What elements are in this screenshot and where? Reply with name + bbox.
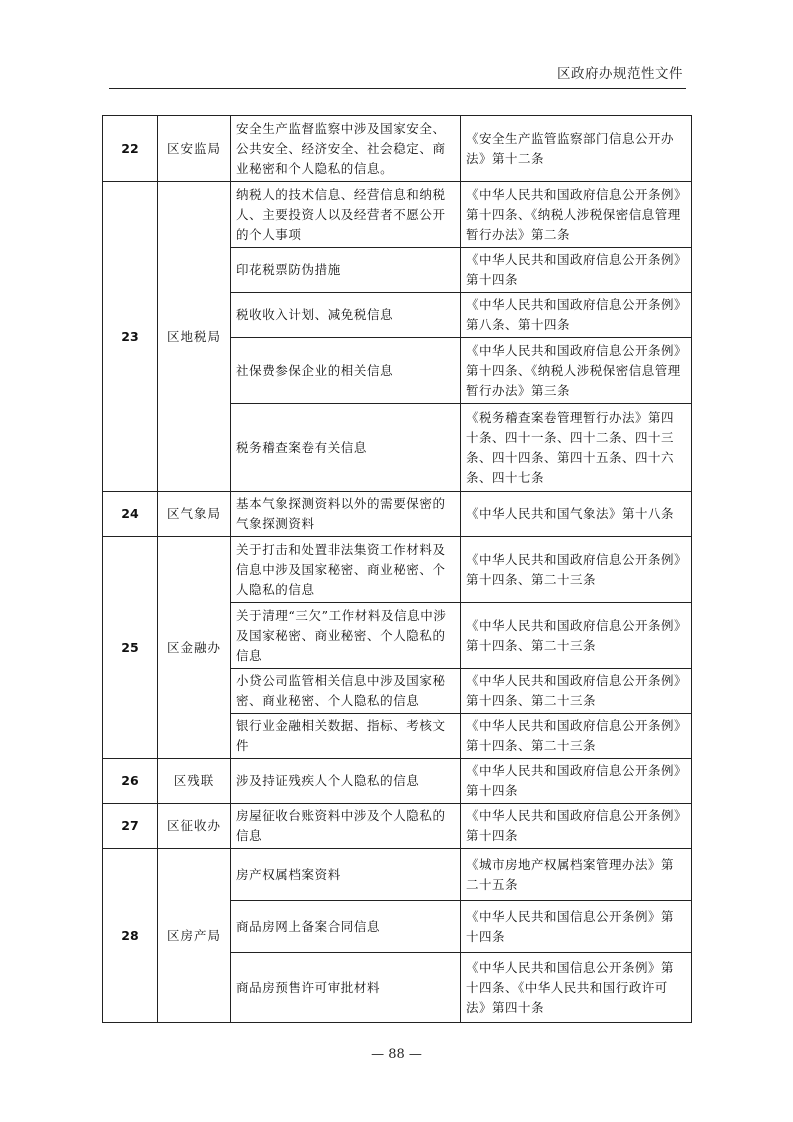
header-title: 区政府办规范性文件 — [557, 66, 683, 82]
restricted-content: 安全生产监督监察中涉及国家安全、公共安全、经济安全、社会稳定、商业秘密和个人隐私的信息。 — [231, 116, 461, 182]
row-number: 28 — [103, 849, 158, 1023]
department-name: 区安监局 — [158, 116, 231, 182]
legal-basis: 《安全生产监管监察部门信息公开办法》第十二条 — [461, 116, 692, 182]
restricted-content: 小贷公司监管相关信息中涉及国家秘密、商业秘密、个人隐私的信息 — [231, 669, 461, 714]
restricted-content: 商品房网上备案合同信息 — [231, 901, 461, 953]
restricted-content: 税务稽查案卷有关信息 — [231, 404, 461, 492]
table-row — [103, 492, 692, 537]
restricted-content: 基本气象探测资料以外的需要保密的气象探测资料 — [231, 492, 461, 537]
page-number: — 88 — — [371, 1047, 422, 1062]
header-divider — [109, 88, 686, 89]
department-name: 区征收办 — [158, 804, 231, 849]
table-row — [103, 804, 692, 849]
restricted-content: 房屋征收台账资料中涉及个人隐私的信息 — [231, 804, 461, 849]
row-number: 27 — [103, 804, 158, 849]
legal-basis: 《中华人民共和国政府信息公开条例》第十四条、《纳税人涉税保密信息管理暂行办法》第二条 — [461, 182, 692, 248]
department-name: 区残联 — [158, 759, 231, 804]
table-row — [103, 849, 692, 901]
department-name: 区房产局 — [158, 849, 231, 1023]
legal-basis: 《中华人民共和国政府信息公开条例》第十四条 — [461, 248, 692, 293]
row-number: 24 — [103, 492, 158, 537]
legal-basis: 《城市房地产权属档案管理办法》第二十五条 — [461, 849, 692, 901]
legal-basis: 《中华人民共和国信息公开条例》第十四条 — [461, 901, 692, 953]
restricted-content: 关于清理“三欠”工作材料及信息中涉及国家秘密、商业秘密、个人隐私的信息 — [231, 603, 461, 669]
legal-basis: 《中华人民共和国信息公开条例》第十四条、《中华人民共和国行政许可法》第四十条 — [461, 953, 692, 1023]
department-name: 区地税局 — [158, 182, 231, 492]
legal-basis: 《中华人民共和国政府信息公开条例》第十四条、第二十三条 — [461, 537, 692, 603]
table-row — [103, 759, 692, 804]
legal-basis: 《中华人民共和国政府信息公开条例》第十四条、第二十三条 — [461, 603, 692, 669]
legal-basis: 《中华人民共和国气象法》第十八条 — [461, 492, 692, 537]
restricted-content: 社保费参保企业的相关信息 — [231, 338, 461, 404]
row-number: 25 — [103, 537, 158, 759]
legal-basis: 《中华人民共和国政府信息公开条例》第十四条、第二十三条 — [461, 669, 692, 714]
legal-basis: 《中华人民共和国政府信息公开条例》第十四条 — [461, 759, 692, 804]
legal-basis: 《中华人民共和国政府信息公开条例》第十四条 — [461, 804, 692, 849]
legal-basis: 《税务稽查案卷管理暂行办法》第四十条、四十一条、四十二条、四十三条、四十四条、第四十五条、四十六条、四十七条 — [461, 404, 692, 492]
restricted-content: 印花税票防伪措施 — [231, 248, 461, 293]
row-number: 22 — [103, 116, 158, 182]
restricted-content: 纳税人的技术信息、经营信息和纳税人、主要投资人以及经营者不愿公开的个人事项 — [231, 182, 461, 248]
table-row — [103, 537, 692, 603]
row-number: 26 — [103, 759, 158, 804]
department-name: 区气象局 — [158, 492, 231, 537]
row-number: 23 — [103, 182, 158, 492]
table-row — [103, 182, 692, 248]
disclosure-exemption-table — [102, 115, 692, 1023]
legal-basis: 《中华人民共和国政府信息公开条例》第十四条、《纳税人涉税保密信息管理暂行办法》第三条 — [461, 338, 692, 404]
legal-basis: 《中华人民共和国政府信息公开条例》第八条、第十四条 — [461, 293, 692, 338]
legal-basis: 《中华人民共和国政府信息公开条例》第十四条、第二十三条 — [461, 714, 692, 759]
table-row — [103, 116, 692, 182]
department-name: 区金融办 — [158, 537, 231, 759]
restricted-content: 涉及持证残疾人个人隐私的信息 — [231, 759, 461, 804]
restricted-content: 房产权属档案资料 — [231, 849, 461, 901]
restricted-content: 关于打击和处置非法集资工作材料及信息中涉及国家秘密、商业秘密、个人隐私的信息 — [231, 537, 461, 603]
restricted-content: 商品房预售许可审批材料 — [231, 953, 461, 1023]
restricted-content: 税收收入计划、减免税信息 — [231, 293, 461, 338]
restricted-content: 银行业金融相关数据、指标、考核文件 — [231, 714, 461, 759]
